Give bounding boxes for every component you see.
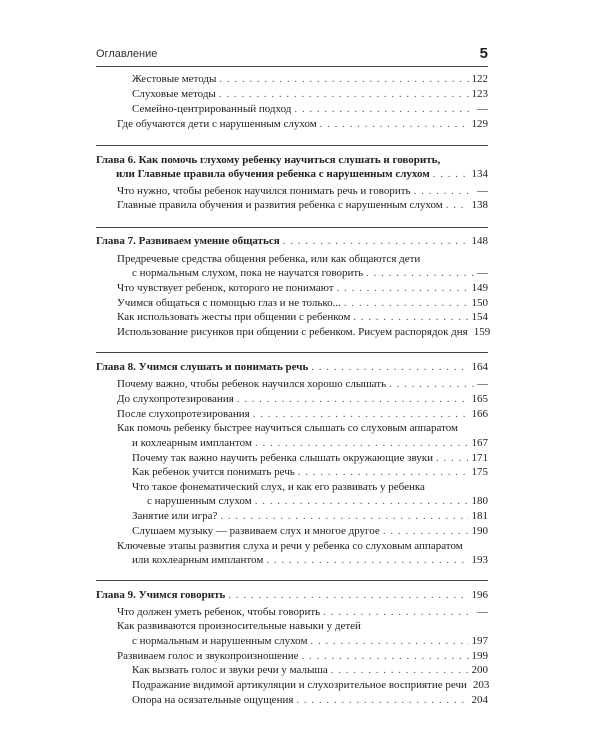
entry-title: Учимся общаться с помощью глаз и не только... — [117, 297, 341, 309]
chapter-title — [96, 589, 488, 602]
toc-entry — [132, 88, 488, 101]
entry-title: Главные правила обучения и развития ребенка с нарушенным слухом — [117, 199, 443, 211]
entry-page: 164 — [471, 361, 488, 373]
section-divider — [96, 352, 488, 353]
toc-entry — [132, 466, 488, 479]
toc-entry — [117, 650, 488, 663]
entry-title: Семейно-центрированный подход — [132, 103, 292, 115]
chapter-title: Глава 6. Как помочь глухому ребенку научиться слушать и говорить, — [96, 154, 441, 166]
entry-title: Жестовые методы — [132, 73, 217, 85]
entry-title: с нормальным слухом, пока не научатся говорить — [132, 267, 364, 279]
toc-entry — [132, 103, 488, 116]
chapter-title — [96, 361, 488, 374]
entry-title: Подражание видимой артикуляции и слухозрительное восприятие речи — [132, 679, 467, 691]
section-divider — [96, 580, 488, 581]
toc-entry — [132, 525, 488, 538]
entry-page: 138 — [471, 199, 488, 211]
toc-entry — [117, 199, 488, 212]
toc-entry — [132, 635, 488, 648]
entry-page: 175 — [471, 466, 488, 478]
chapter-title — [96, 235, 488, 248]
entry-title: Использование рисунков при общении с ребенком. Рисуем распорядок дня — [117, 326, 468, 338]
entry-page: — — [477, 378, 488, 390]
entry-title: Почему важно, чтобы ребенок научился хорошо слышать — [117, 378, 387, 390]
entry-title: Что нужно, чтобы ребенок научился понимать речь и говорить — [117, 185, 411, 197]
entry-page: 154 — [471, 311, 488, 323]
entry-title: Опора на осязательные ощущения — [132, 694, 294, 706]
entry-page: 148 — [471, 235, 488, 247]
running-title: Оглавление — [96, 48, 158, 60]
entry-page: 122 — [471, 73, 488, 85]
entry-title: или Главные правила обучения ребенка с нарушенным слухом — [116, 168, 430, 180]
entry-page: 167 — [471, 437, 488, 449]
entry-title: Занятие или игра? — [132, 510, 218, 522]
toc-entry — [117, 297, 488, 310]
entry-title: Почему так важно научить ребенка слышать окружающие звуки — [132, 452, 434, 464]
entry-page: 199 — [471, 650, 488, 662]
toc-entry — [132, 694, 488, 707]
toc-entry — [117, 393, 488, 406]
entry-title: После слухопротезирования — [117, 408, 250, 420]
toc-entry — [147, 495, 488, 508]
entry-title: с нормальным и нарушенным слухом — [132, 635, 308, 647]
entry-page: 203 — [472, 679, 490, 691]
entry-page: 134 — [471, 168, 488, 180]
chapter-title — [116, 168, 488, 181]
entry-title: Глава 9. Учимся говорить — [96, 589, 226, 601]
toc-entry — [132, 679, 488, 692]
toc-entry — [117, 378, 488, 391]
toc-entry: Предречевые средства общения ребенка, или как общаются дети — [117, 253, 421, 265]
entry-title: и кохлеарным имплантом — [132, 437, 252, 449]
entry-title: Слушаем музыку — развиваем слух и многое другое — [132, 525, 380, 537]
entry-page: 165 — [471, 393, 488, 405]
entry-title: Как использовать жесты при общении с ребенком — [117, 311, 351, 323]
entry-page: 129 — [471, 118, 488, 130]
entry-page: 150 — [471, 297, 488, 309]
toc-entry — [117, 311, 488, 324]
entry-page: 180 — [471, 495, 488, 507]
entry-page: 166 — [471, 408, 488, 420]
toc-entry — [117, 118, 488, 131]
entry-page: 190 — [471, 525, 488, 537]
entry-page: 197 — [471, 635, 488, 647]
entry-page: 196 — [471, 589, 488, 601]
entry-title: Что чувствует ребенок, которого не понимают — [117, 282, 334, 294]
entry-page: 123 — [471, 88, 488, 100]
entry-page: 171 — [471, 452, 488, 464]
toc-entry — [117, 606, 488, 619]
entry-page: — — [477, 103, 488, 115]
entry-title: Где обучаются дети с нарушенным слухом — [117, 118, 317, 130]
entry-page: 204 — [471, 694, 488, 706]
entry-title: или кохлеарным имплантом — [132, 554, 264, 566]
toc-entry: Как помочь ребенку быстрее научиться слышать со слуховым аппаратом — [117, 422, 459, 434]
page-header — [96, 46, 488, 67]
entry-page: 200 — [471, 664, 488, 676]
entry-page: 193 — [471, 554, 488, 566]
toc-entry — [132, 452, 488, 465]
entry-title: Как ребенок учится понимать речь — [132, 466, 295, 478]
entry-title: Развиваем голос и звукопроизношение — [117, 650, 299, 662]
toc-entry — [132, 73, 488, 86]
section-divider — [96, 145, 488, 146]
entry-title: До слухопротезирования — [117, 393, 234, 405]
section-divider — [96, 227, 488, 228]
entry-title: Слуховые методы — [132, 88, 216, 100]
entry-title: Что должен уметь ребенок, чтобы говорить — [117, 606, 321, 618]
toc-entry — [117, 185, 488, 198]
entry-page: 159 — [473, 326, 491, 338]
toc-entry — [132, 554, 488, 567]
entry-page: — — [477, 267, 488, 279]
entry-page: — — [477, 185, 488, 197]
entry-page: 149 — [471, 282, 488, 294]
entry-title: с нарушенным слухом — [147, 495, 252, 507]
entry-title: Как вызвать голос и звуки речи у малыша — [132, 664, 328, 676]
entry-title: Глава 8. Учимся слушать и понимать речь — [96, 361, 309, 373]
toc-entry — [132, 510, 488, 523]
toc-entry: Как развиваются произносительные навыки у детей — [117, 620, 361, 632]
toc-entry — [117, 326, 491, 339]
entry-title: Глава 7. Развиваем умение общаться — [96, 235, 280, 247]
toc-entry — [132, 664, 488, 677]
toc-entry — [132, 437, 488, 450]
toc-entry — [117, 408, 488, 421]
toc-entry — [117, 282, 488, 295]
entry-page: — — [477, 606, 488, 618]
toc-entry — [132, 267, 488, 280]
entry-page: 181 — [471, 510, 488, 522]
toc-entry: Ключевые этапы развития слуха и речи у ребенка со слуховым аппаратом — [117, 540, 463, 552]
page-number: 5 — [479, 45, 488, 62]
toc-entry: Что такое фонематический слух, и как его развивать у ребенка — [132, 481, 425, 493]
